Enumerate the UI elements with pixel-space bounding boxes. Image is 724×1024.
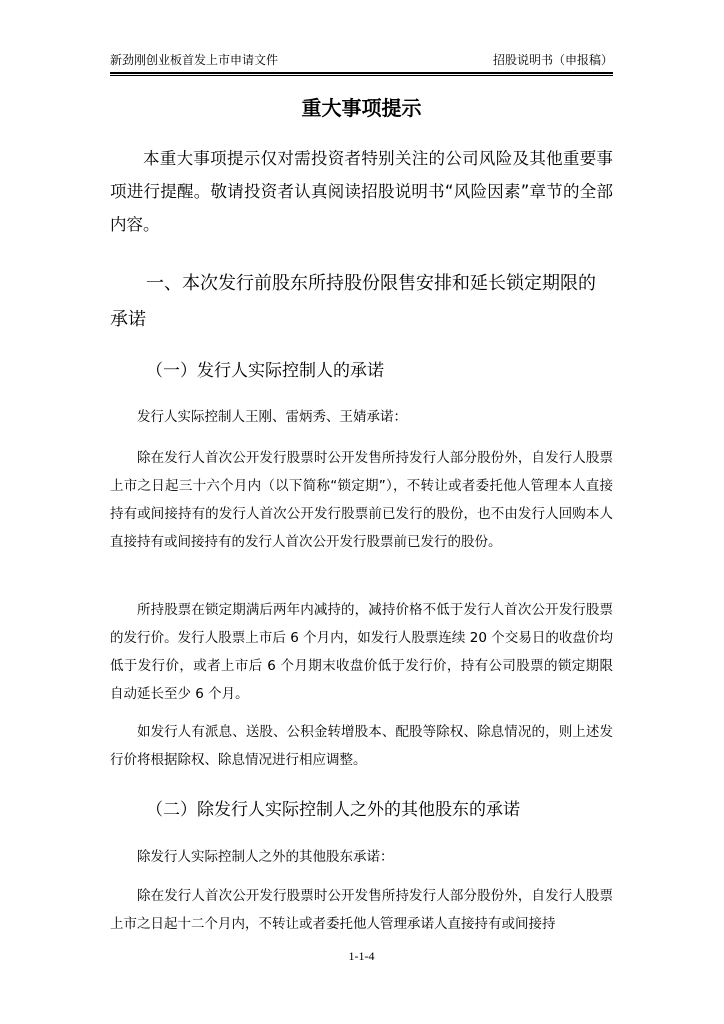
header-company: 新劲刚创业板首发上市申请文件 <box>110 53 279 67</box>
subsection-heading-2: （二）除发行人实际控制人之外的其他股东的承诺 <box>146 800 520 820</box>
paragraph: 发行人实际控制人王刚、雷炳秀、王婧承诺： <box>137 409 407 425</box>
paragraph: 如发行人有派息、送股、公积金转增股本、配股等除权、除息情况的，则上述发行价将根据除权、除息情况进行相应调整。 <box>110 724 613 768</box>
paragraph: 除在发行人首次公开发行股票时公开发售所持发行人部分股份外，自发行人股票上市之日起三十六个月内（以下简称“锁定期”），不转让或者委托他人管理本人直接持有或间接持有的发行人首次公开发行股票前已发行的股份，也不由发行人回购本人直接持有或间接持有的发行人首次公开发行股票前已发行的股份。 <box>110 450 613 550</box>
page-number: 1-1-4 <box>348 949 375 963</box>
paragraph: 所持股票在锁定期满后两年内减持的，减持价格不低于发行人首次公开发行股票的发行价。发行人股票上市后 6 个月内，如发行人股票连续 20 个交易日的收盘价均低于发行价，或者上市后 6 个月期末收盘价低于发行价，持有公司股票的锁定期限自动延长至少 6 个月。 <box>110 602 613 702</box>
page-header <box>110 50 613 74</box>
subsection-heading-1: （一）发行人实际控制人的承诺 <box>146 361 384 381</box>
section-heading-1: 一、本次发行前股东所持股份限售安排和延长锁定期限的承诺 <box>110 273 596 330</box>
header-rule <box>110 75 613 76</box>
paragraph: 除发行人实际控制人之外的其他股东承诺： <box>137 849 394 865</box>
intro-paragraph: 本重大事项提示仅对需投资者特别关注的公司风险及其他重要事项进行提醒。敬请投资者认真阅读招股说明书“风险因素”章节的全部内容。 <box>110 149 613 234</box>
header-doc-type: 招股说明书（申报稿） <box>492 53 613 67</box>
paragraph: 除在发行人首次公开发行股票时公开发售所持发行人部分股份外，自发行人股票上市之日起十二个月内，不转让或者委托他人管理承诺人直接持有或间接持 <box>110 888 613 932</box>
page-title: 重大事项提示 <box>301 96 422 120</box>
